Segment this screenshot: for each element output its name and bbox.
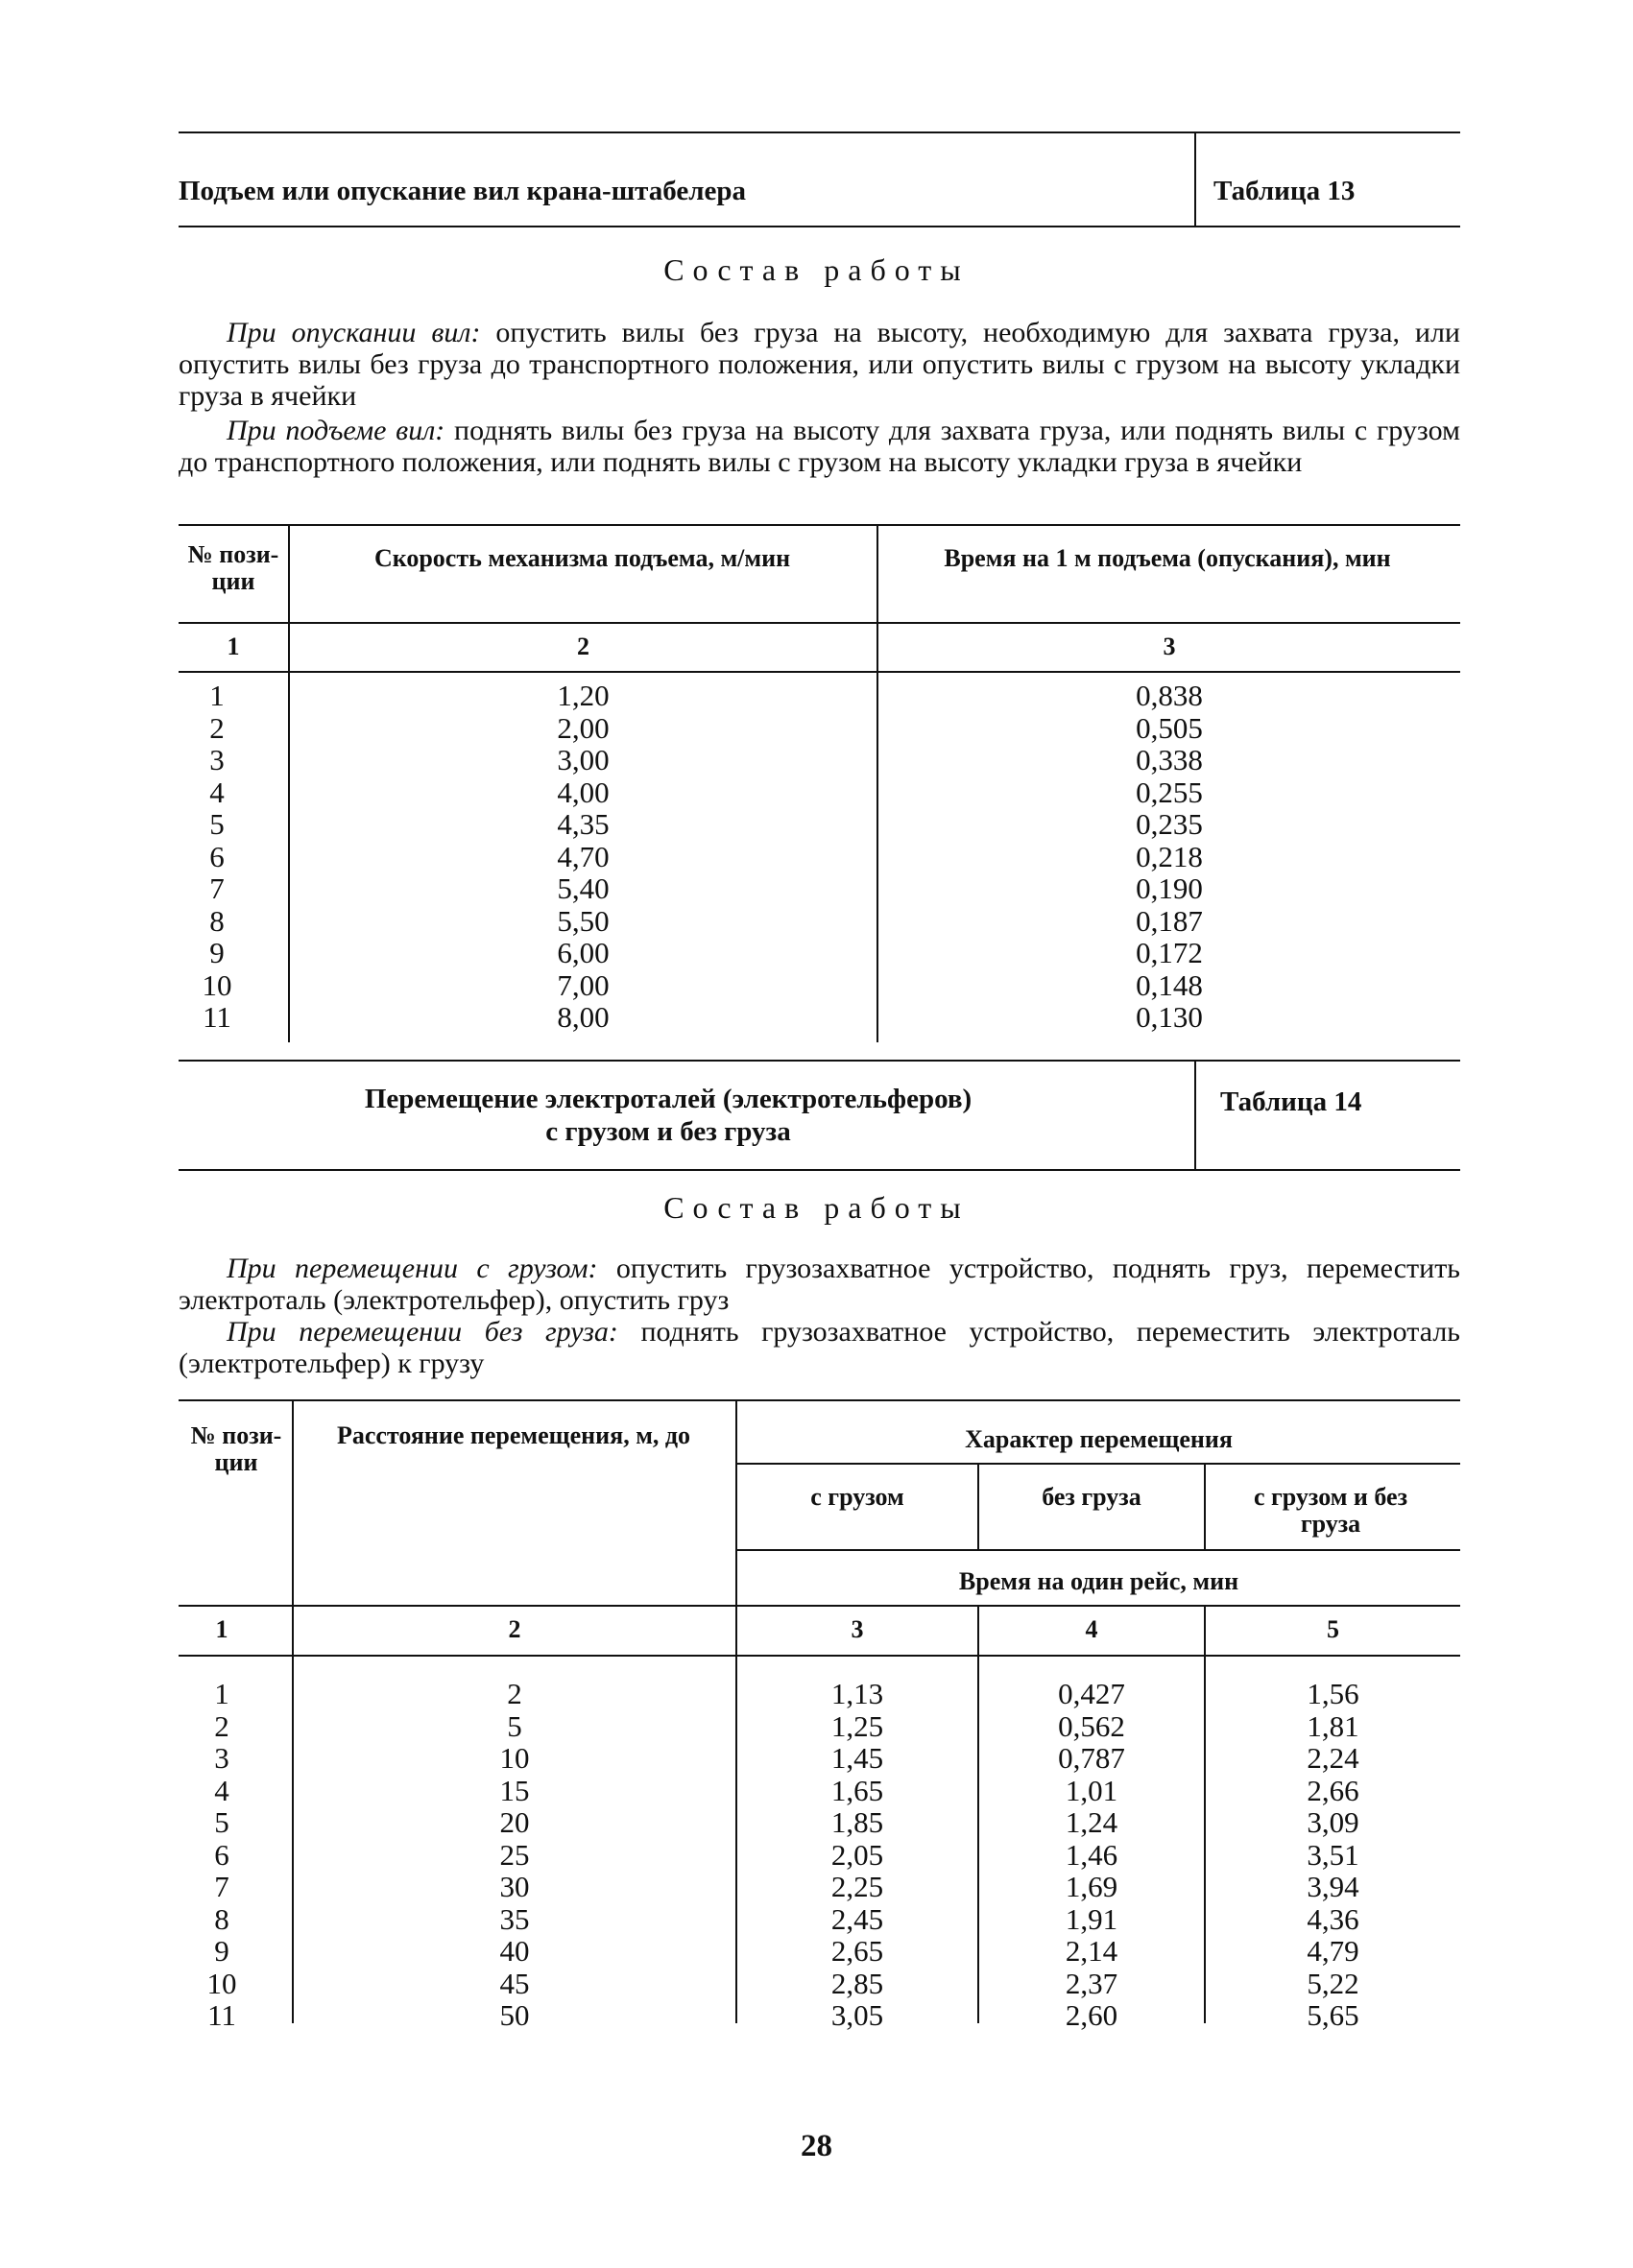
table14-distance-cell: 40: [499, 1934, 530, 1968]
table13-section-title: Состав работы: [663, 252, 970, 287]
table14-header: [179, 1060, 1460, 1171]
table14-position-cell: 2: [214, 1708, 229, 1743]
table13-header-divider: [1194, 133, 1196, 226]
table14-character-rule: [735, 1463, 1460, 1465]
table13-time-cell: 0,838: [1136, 679, 1203, 712]
table14-with-load-cell: 1,85: [830, 1805, 884, 1839]
table14-with-load-cell: 1,65: [830, 1773, 884, 1807]
table14-position-cell: 1: [214, 1677, 229, 1710]
table14-without-load-cell: 0,562: [1058, 1708, 1125, 1743]
table13-speed-cell: 4,35: [557, 807, 610, 841]
table14-with-without-cell: 3,94: [1307, 1870, 1359, 1903]
table14-without-load-cell: 2,60: [1065, 1998, 1118, 2032]
table14-distance-cell: 5: [507, 1708, 522, 1743]
table13-speed-cell: 2,00: [557, 710, 610, 745]
table13-time-cell: 0,187: [1136, 903, 1203, 938]
table14-without-load-cell: 2,37: [1065, 1966, 1118, 2000]
table14-with-load-column: [737, 1678, 977, 2032]
table13-speed-cell: 5,50: [557, 903, 610, 938]
table13-header-speed: Скорость механизма подъема, м/мин: [373, 544, 791, 572]
table13-speed-cell: 3,00: [557, 743, 610, 776]
table14-vline-4: [1204, 1463, 1206, 1549]
table13-raising-text: поднять вилы без груза на высоту для захвата груза, или поднять вилы с грузом до транспортного положения, или поднять вилы с грузом на высоту укладки груза в ячейки: [179, 415, 1460, 478]
table13-positions-column: [179, 680, 255, 1034]
table13-top-rule: [179, 524, 1460, 526]
table14-header-without-load: без груза: [1042, 1483, 1141, 1511]
table14-distance-cell: 30: [499, 1870, 530, 1903]
table14-without-load-cell: 0,787: [1058, 1741, 1125, 1775]
table14-with-without-cell: 3,09: [1307, 1805, 1359, 1839]
table14-distance-cell: 10: [499, 1741, 530, 1775]
table13-time-cell: 0,505: [1136, 710, 1203, 745]
table14-with-without-cell: 3,51: [1307, 1837, 1359, 1872]
table13-position-cell: 1: [209, 679, 225, 712]
table14-with-load-cell: 3,05: [830, 1998, 884, 2032]
table13-title: Подъем или опускание вил крана-штабелера: [179, 176, 747, 206]
table13-position-cell: 6: [209, 839, 225, 873]
table14-description-without-load: [179, 1316, 1460, 1379]
table13-header: [179, 131, 1460, 227]
table14-colnum-5: 5: [1327, 1615, 1339, 1643]
table14-section-title: Состав работы: [663, 1190, 970, 1225]
table14-without-load-cell: 1,01: [1065, 1773, 1118, 1807]
table14-with-load-cell: 2,25: [830, 1870, 884, 1903]
table14-without-load-cell: 1,24: [1065, 1805, 1118, 1839]
table14-header-time-per-trip: Время на один рейс, мин: [958, 1567, 1239, 1595]
table13-time-cell: 0,130: [1136, 1000, 1203, 1034]
table14-distance-cell: 35: [499, 1901, 530, 1936]
table13-position-cell: 9: [209, 936, 225, 969]
table14-header-divider: [1194, 1062, 1196, 1169]
table14-with-load-cell: 2,85: [830, 1966, 884, 2000]
table14-without-load-cell: 2,14: [1065, 1934, 1118, 1968]
table13-description-lowering: [179, 317, 1460, 412]
table14-title-line2: с грузом и без груза: [545, 1116, 791, 1147]
table13-time-cell: 0,235: [1136, 807, 1203, 841]
table14-position-cell: 5: [214, 1805, 229, 1839]
table14-header-with-without: с грузом и без груза: [1253, 1483, 1408, 1538]
table14-distance-cell: 50: [499, 1998, 530, 2032]
table14-subheader-rule: [735, 1549, 1460, 1551]
table14-header-rule: [179, 1605, 1460, 1607]
table14-position-cell: 4: [214, 1773, 229, 1807]
table13-colnum-1: 1: [227, 633, 240, 660]
table14-header-character: Характер перемещения: [965, 1425, 1233, 1453]
table13-position-cell: 10: [202, 967, 232, 1002]
table13-number: Таблица 13: [1213, 176, 1356, 206]
table14-description-with-load: [179, 1253, 1460, 1316]
table14-with-load-cell: 2,65: [830, 1934, 884, 1968]
table14-header-with-load: с грузом: [810, 1483, 904, 1511]
table13-position-cell: 11: [203, 1000, 231, 1034]
table13-time-cell: 0,218: [1136, 839, 1203, 873]
table13-position-cell: 5: [209, 807, 225, 841]
table14-without-load-text: поднять грузозахватное устройство, переместить электроталь (электротельфер) к грузу: [179, 1316, 1460, 1379]
table14-without-load-cell: 1,69: [1065, 1870, 1118, 1903]
table14-with-load-cell: 1,25: [830, 1708, 884, 1743]
table14-number: Таблица 14: [1220, 1086, 1362, 1117]
table14-distances-column: [294, 1678, 735, 2032]
table14-position-cell: 10: [206, 1966, 237, 2000]
table14-distance-cell: 25: [499, 1837, 530, 1872]
table13-position-cell: 2: [209, 710, 225, 745]
table13-lowering-label: При опускании вил:: [227, 317, 481, 348]
table14-with-without-cell: 4,36: [1307, 1901, 1359, 1936]
table13-speed-cell: 7,00: [557, 967, 610, 1002]
table14-colnum-3: 3: [851, 1615, 864, 1643]
table13-time-cell: 0,148: [1136, 967, 1203, 1002]
table14-position-cell: 6: [214, 1837, 229, 1872]
table13-speed-cell: 5,40: [557, 871, 610, 905]
table13-time-cell: 0,255: [1136, 775, 1203, 809]
table14-with-load-cell: 2,05: [830, 1837, 884, 1872]
table13-header-rule: [179, 622, 1460, 624]
table13-position-cell: 8: [209, 903, 225, 938]
table14-colnum-rule: [179, 1655, 1460, 1657]
table13-speed-cell: 6,00: [557, 936, 610, 969]
table14-with-without-cell: 4,79: [1307, 1934, 1359, 1968]
table14-with-without-column: [1206, 1678, 1460, 2032]
table14-with-load-cell: 1,45: [830, 1741, 884, 1775]
table13: [179, 524, 1460, 1042]
table13-speed-cell: 4,70: [557, 839, 610, 873]
table14-top-rule: [179, 1399, 1460, 1401]
table13-colnum-2: 2: [577, 633, 589, 660]
table13-raising-label: При подъеме вил:: [227, 415, 445, 446]
table13-lowering-text: опустить вилы без груза на высоту, необходимую для захвата груза, или опустить вилы без груза до транспортного положения, или опустить вилы с грузом на высоту укладки груза в ячейки: [179, 317, 1460, 412]
table13-header-position: № пози-ции: [187, 540, 279, 595]
table14-header-position: № пози-ции: [190, 1421, 282, 1476]
table14-distance-cell: 45: [499, 1966, 530, 2000]
table14-position-cell: 8: [214, 1901, 229, 1936]
table14-with-without-cell: 1,81: [1307, 1708, 1359, 1743]
table14-position-cell: 9: [214, 1934, 229, 1968]
table13-time-cell: 0,190: [1136, 871, 1203, 905]
table14-with-load-cell: 1,13: [830, 1677, 884, 1710]
table14-position-cell: 3: [214, 1741, 229, 1775]
table14: [179, 1399, 1460, 2032]
table13-position-cell: 4: [209, 775, 225, 809]
table13-header-time: Время на 1 м подъема (опускания), мин: [944, 544, 1391, 572]
table14-position-cell: 11: [207, 1998, 236, 2032]
table14-colnum-4: 4: [1085, 1615, 1098, 1643]
table14-distance-cell: 15: [499, 1773, 530, 1807]
table13-colnum-rule: [179, 671, 1460, 673]
table14-without-load-column: [979, 1678, 1204, 2032]
table14-distance-cell: 2: [507, 1677, 522, 1710]
table13-position-cell: 3: [209, 743, 225, 776]
table14-distance-cell: 20: [499, 1805, 530, 1839]
table13-speed-cell: 1,20: [557, 679, 610, 712]
table13-times-column: [878, 680, 1460, 1034]
table14-with-without-cell: 2,66: [1307, 1773, 1359, 1807]
table14-title-line1: Перемещение электроталей (электротельферов): [364, 1084, 973, 1114]
table14-with-without-cell: 1,56: [1307, 1677, 1359, 1710]
table14-with-without-cell: 5,65: [1307, 1998, 1359, 2032]
table14-colnum-1: 1: [215, 1615, 228, 1643]
table14-title: [207, 1083, 1129, 1148]
table14-without-load-cell: 1,46: [1065, 1837, 1118, 1872]
table13-time-cell: 0,338: [1136, 743, 1203, 776]
table14-without-load-label: При перемещении без груза:: [227, 1316, 618, 1348]
table14-position-cell: 7: [214, 1870, 229, 1903]
table14-without-load-cell: 1,91: [1065, 1901, 1118, 1936]
table14-with-without-cell: 5,22: [1307, 1966, 1359, 2000]
table13-speed-cell: 4,00: [557, 775, 610, 809]
table13-colnum-3: 3: [1163, 633, 1176, 660]
table13-time-cell: 0,172: [1136, 936, 1203, 969]
table13-speed-cell: 8,00: [557, 1000, 610, 1034]
table14-positions-column: [179, 1678, 265, 2032]
table14-colnum-2: 2: [508, 1615, 521, 1643]
table13-description-raising: [179, 415, 1460, 478]
table14-with-without-cell: 2,24: [1307, 1741, 1359, 1775]
table14-with-load-text: опустить грузозахватное устройство, поднять груз, переместить электроталь (электротельфер), опустить груз: [179, 1253, 1460, 1316]
table14-with-load-label: При перемещении с грузом:: [227, 1253, 598, 1284]
table14-with-load-cell: 2,45: [830, 1901, 884, 1936]
table14-header-distance: Расстояние перемещения, м, до: [336, 1421, 691, 1449]
page-number: 28: [801, 2129, 832, 2163]
table13-speeds-column: [290, 680, 877, 1034]
table14-without-load-cell: 0,427: [1058, 1677, 1125, 1710]
table13-position-cell: 7: [209, 871, 225, 905]
